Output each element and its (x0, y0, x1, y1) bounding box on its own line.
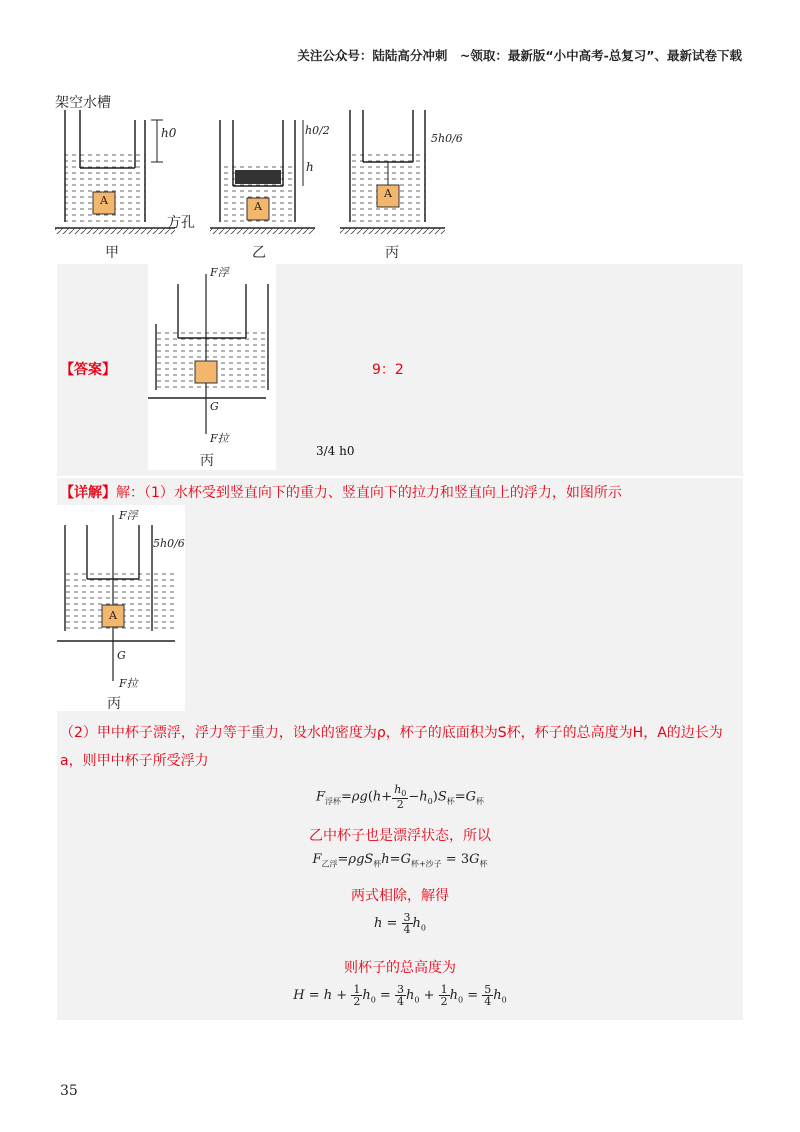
five-sixth-label: 5h0/6 (431, 132, 463, 145)
hole-label: 方孔 (167, 215, 195, 231)
h-label: h (306, 160, 314, 174)
diagram-jia (55, 110, 175, 234)
answer-tag: 【答案】 (60, 362, 116, 378)
fig-bing-label: 丙 (200, 453, 214, 469)
equation-4: H = h + $\frac{1}{2}$ $h_0$ = $\frac{3}{4}$ $h_0$ + $\frac{1}{2}$ $h_0$ = $\frac{5}{4}$ $h_0$ (293, 983, 507, 1008)
block-label-bing: A (384, 187, 392, 200)
diagram-bing (340, 110, 445, 234)
detail-f-pull-label: F拉 (119, 677, 138, 690)
detail-f-float-label: F浮 (119, 509, 138, 522)
detail-tag: 【详解】 (60, 485, 116, 501)
text-b: 乙中杯子也是漂浮状态，所以 (309, 828, 491, 844)
half-h0-label: h0/2 (305, 124, 330, 137)
top-figure (55, 92, 475, 264)
h0-label: h0 (161, 126, 177, 140)
detail-fig-label: 丙 (107, 696, 121, 712)
answer-figure (148, 264, 276, 470)
page-header: 关注公众号：陆陆高分冲刺 ~领取：最新版“小中高考-总复习”、最新试卷下载 (297, 48, 742, 63)
detail-intro-line (60, 482, 622, 502)
text-d: 则杯子的总高度为 (344, 960, 456, 976)
label-jia: 甲 (105, 245, 119, 261)
figure-title: 架空水槽 (55, 95, 111, 111)
detail-intro: 解：（1）水杯受到竖直向下的重力、竖直向下的拉力和竖直向上的浮力，如图所示 (116, 485, 622, 501)
part2-line2: a，则甲中杯子所受浮力 (60, 753, 209, 769)
label-bing: 丙 (385, 245, 399, 261)
label-yi: 乙 (252, 245, 266, 261)
g-label: G (210, 400, 219, 413)
detail-g-label: G (117, 649, 126, 662)
equation-1: $F_{浮杯}=\rho g(h+$ $\frac{h_0}{2}$ $-h_0)S_杯=G_杯$ (315, 783, 485, 812)
f-float-label: F浮 (210, 266, 229, 279)
f-pull-label: F拉 (210, 432, 229, 445)
detail-figure (57, 505, 185, 711)
part2-line1: （2）甲中杯子漂浮，浮力等于重力，设水的密度为ρ，杯子的底面积为S杯，杯子的总高度为H，A的边长为 (60, 725, 723, 741)
block-label-jia: A (100, 194, 108, 207)
equation-2: $F_{乙浮}=\rho gS_杯h=G_{杯+沙子} = 3G_杯$ (312, 852, 488, 869)
block-label-yi: A (254, 200, 262, 213)
answer-height: 3/4 h0 (316, 444, 355, 458)
equation-3: h = $\frac{3}{4}$ $h_0$ (373, 911, 426, 936)
page-number: 35 (60, 1083, 78, 1099)
detail-block-label: A (109, 609, 117, 622)
detail-five-sixth-label: 5h0/6 (153, 537, 185, 550)
answer-ratio: 9：2 (372, 362, 404, 378)
text-c: 两式相除，解得 (351, 888, 449, 904)
diagram-yi (210, 120, 315, 234)
container-diagrams (55, 110, 475, 260)
